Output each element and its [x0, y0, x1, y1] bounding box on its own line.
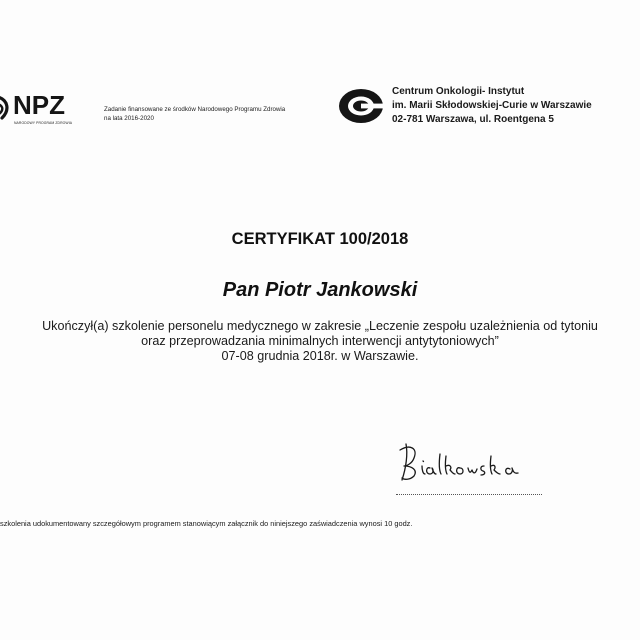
certificate-body: [0, 319, 640, 364]
funding-note: [104, 105, 285, 123]
npz-subtitle: NARODOWY PROGRAM ZDROWIA: [14, 121, 73, 125]
funding-line-2: na lata 2016-2020: [104, 115, 154, 122]
institute-street: 02-781 Warszawa, ul. Roentgena 5: [392, 114, 554, 125]
certificate-title: CERTYFIKAT 100/2018: [231, 230, 409, 248]
institute-name: Centrum Onkologii- Instytut: [392, 86, 525, 97]
footnote: szkolenia udokumentowany szczegółowym programem stanowiącym załącznik do niniejszego zaświadczenia wynosi 10 godz.: [0, 519, 413, 528]
body-line-2: oraz przeprowadzania minimalnych interwencji antytytoniowych”: [141, 334, 499, 348]
body-line-1: Ukończył(a) szkolenie personelu medycznego w zakresie „Leczenie zespołu uzależnienia od tytoniu: [42, 319, 598, 333]
signature-icon: [392, 436, 542, 496]
npz-mark-icon: [0, 94, 12, 120]
signature-line: [396, 494, 542, 495]
recipient-name: Pan Piotr Jankowski: [222, 279, 418, 301]
npz-logo: [0, 92, 86, 132]
npz-letters: NPZ: [13, 90, 65, 120]
centrum-onkologii-logo-icon: [338, 88, 384, 124]
institute-patron: im. Marii Skłodowskiej-Curie w Warszawie: [392, 100, 592, 111]
institute-address: [392, 85, 592, 127]
body-line-3: 07-08 grudnia 2018r. w Warszawie.: [221, 349, 419, 363]
funding-line-1: Zadanie finansowane ze środków Narodowego Programu Zdrowia: [104, 106, 286, 113]
